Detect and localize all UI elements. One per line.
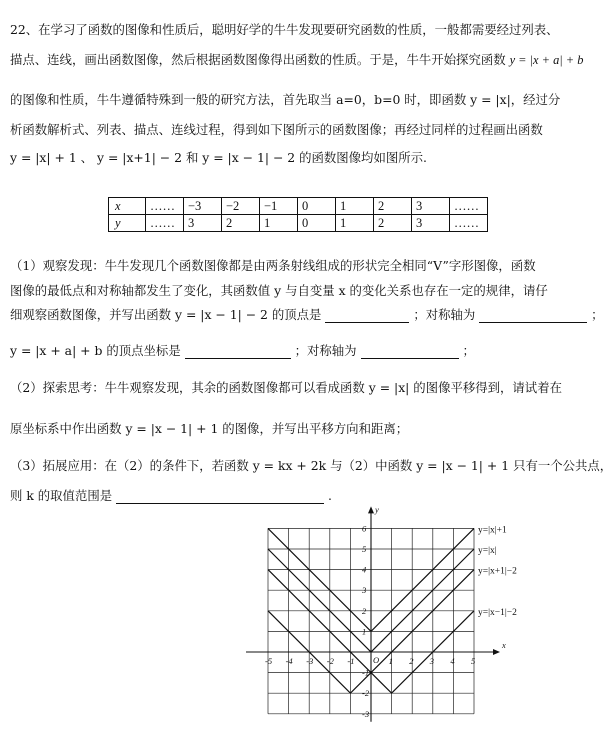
- table-cell: 3: [184, 215, 222, 232]
- vertex-answer-blank[interactable]: [325, 310, 409, 323]
- part2-line-1: （2）探索思考：牛牛观察发现，其余的函数图像都可以看成函数 y = |x| 的图像平移得到，请试着在: [10, 380, 562, 395]
- x-tick-label: -1: [347, 656, 355, 666]
- general-axis-prompt: ；对称轴为: [294, 343, 357, 358]
- x-tick-label: 1: [388, 656, 393, 666]
- curve-labels: [478, 525, 517, 617]
- table-cell: 2: [374, 215, 412, 232]
- problem-line-2: [10, 52, 583, 68]
- problem-line-4: 析函数解析式、列表、描点、连线过程，得到如下图所示的函数图像；再经过同样的过程画出函数: [10, 122, 543, 137]
- table-cell: −3: [184, 198, 222, 215]
- x-tick-label: 2: [409, 656, 414, 666]
- general-axis-blank[interactable]: [361, 346, 459, 359]
- part1-semicolon: ；: [591, 307, 604, 322]
- part1-line-3: [10, 307, 604, 323]
- table-cell: 0: [298, 215, 336, 232]
- table-cell: 3: [412, 215, 450, 232]
- part2-line-2: 原坐标系中作出函数 y = |x − 1| + 1 的图像，并写出平移方向和距离；: [10, 421, 409, 436]
- table-cell: 3: [412, 198, 450, 215]
- period: .: [328, 488, 332, 503]
- curve-label: y=|x|: [478, 546, 497, 556]
- table-cell: ……: [146, 198, 184, 215]
- x-tick-label: 4: [450, 656, 455, 666]
- x-tick-label: -4: [285, 656, 293, 666]
- table-cell: ……: [450, 215, 488, 232]
- part1-line-2: 图像的最低点和对称轴都发生了变化，其函数值 y 与自变量 x 的变化关系也存在一定的规律，请仔: [10, 283, 548, 298]
- y-axis-arrow-icon: [368, 506, 374, 513]
- general-vertex-prompt: y = |x + a| + b 的顶点坐标是: [10, 343, 181, 358]
- x-axis-arrow-icon: [493, 649, 500, 655]
- axis-answer-blank[interactable]: [479, 310, 587, 323]
- table-cell: −2: [222, 198, 260, 215]
- y-tick-label: 4: [362, 564, 367, 575]
- part1-vertex-prompt: 细观察函数图像，并写出函数 y = |x − 1| − 2 的顶点是: [10, 307, 322, 322]
- y-tick-label: -2: [362, 688, 370, 699]
- table-cell: 2: [374, 198, 412, 215]
- table-row-y: [109, 215, 488, 232]
- k-range-blank[interactable]: [116, 491, 324, 504]
- table-cell: ……: [450, 198, 488, 215]
- problem-line-3: 的图像和性质，牛牛遵循特殊到一般的研究方法，首先取当 a=0，b=0 时，即函数 y = |x|，经过分: [10, 92, 561, 107]
- curve-label: y=|x+1|−2: [478, 566, 517, 577]
- coordinate-graph: [240, 504, 540, 729]
- part3-line-2: [10, 488, 332, 504]
- table-cell: 1: [260, 215, 298, 232]
- k-range-prompt: 则 k 的取值范围是: [10, 488, 113, 503]
- axes: [246, 504, 506, 721]
- y-tick-label: 6: [362, 523, 367, 534]
- table-cell: 2: [222, 215, 260, 232]
- function-formula: y = |x + a| + b: [509, 53, 584, 67]
- table-header-x: x: [109, 198, 146, 215]
- y-tick-label: 3: [362, 585, 367, 596]
- problem-line-5: y = |x| + 1 、 y = |x+1| − 2 和 y = |x − 1| − 2 的函数图像均如图所示.: [10, 150, 427, 165]
- table-cell: 0: [298, 198, 336, 215]
- table-cell: 1: [336, 215, 374, 232]
- value-table: [108, 197, 488, 232]
- general-vertex-blank[interactable]: [185, 346, 291, 359]
- tick-labels: [265, 523, 475, 718]
- y-tick-label: 5: [362, 544, 367, 554]
- table-cell: −1: [260, 198, 298, 215]
- problem-line-1: 22、在学习了函数的图像和性质后，聪明好学的牛牛发现要研究函数的性质，一般都需要经过列表、: [10, 22, 559, 37]
- table-cell: 1: [336, 198, 374, 215]
- x-tick-label: -5: [265, 656, 273, 666]
- table-header-y: y: [109, 215, 146, 232]
- origin-label: O: [373, 655, 380, 665]
- table-row-x: [109, 198, 488, 215]
- y-tick-label: 1: [362, 626, 367, 637]
- part3-line-1: （3）拓展应用：在（2）的条件下，若函数 y = kx + 2k 与（2）中函数 y = |x − 1| + 1 只有一个公共点，: [10, 458, 612, 473]
- curve-label: y=|x−1|−2: [478, 607, 517, 618]
- y-tick-label: 2: [362, 605, 367, 616]
- x-tick-label: -2: [326, 656, 334, 666]
- curve-label: y=|x|+1: [478, 525, 507, 536]
- part1-line-4: [10, 343, 475, 359]
- x-tick-label: 5: [471, 656, 476, 666]
- x-tick-label: -3: [306, 656, 314, 666]
- y-tick-label: -1: [362, 667, 370, 678]
- part1-axis-prompt: ；对称轴为: [413, 307, 476, 322]
- x-axis-label: x: [502, 640, 506, 650]
- y-tick-label: -3: [362, 708, 370, 719]
- x-tick-label: 3: [429, 656, 435, 666]
- table-cell: ……: [146, 215, 184, 232]
- y-axis-label: y: [375, 504, 379, 515]
- part1-line-1: （1）观察发现：牛牛发现几个函数图像都是由两条射线组成的形状完全相同“V”字形图像，函数: [10, 258, 536, 273]
- part1-semicolon-2: ；: [462, 343, 475, 358]
- problem-line-2-text: 描点、连线，画出函数图像，然后根据函数图像得出函数的性质。于是，牛牛开始探究函数: [10, 52, 506, 67]
